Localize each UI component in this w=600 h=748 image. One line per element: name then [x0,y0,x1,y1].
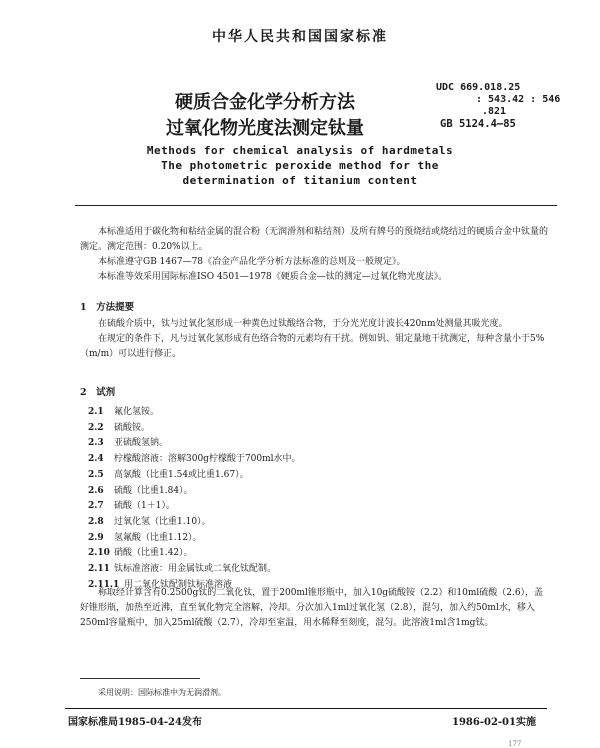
reagent-text: 硫酸（1＋1）。 [114,501,175,512]
issued-date: 国家标准局1985-04-24发布 [68,717,202,728]
footer-divider [65,708,547,709]
document-title-cn-line2: 过氧化物光度法测定钛量 [166,118,364,139]
section-2-heading: 2 试剂 [80,387,116,398]
reagent-item [88,420,150,433]
reagent-item [88,498,175,511]
reagent-item [88,561,276,574]
reagent-text: 高氯酸（比重1.54或比重1.67）。 [114,469,249,480]
intro-paragraph-iso: 本标准等效采用国际标准ISO 4501—1978《硬质合金—钛的测定—过氧化物光度法》。 [98,272,448,282]
reagent-item [88,514,211,527]
reagent-number: 2.3 [88,438,104,449]
page-number: 177 [508,740,522,748]
reagent-number: 2.9 [88,532,104,543]
intro-paragraph-compliance: 本标准遵守GB 1467—78《冶金产品化学分析方法标准的总则及一般规定》。 [98,257,406,267]
intro-paragraph-scope: 本标准适用于碳化物和粘结金属的混合粉（无润滑剂和粘结剂）及所有牌号的预烧结或烧结过的硬质合金中钛量的测定。测定范围：0.20%以上。 [80,227,549,252]
reagent-number: 2.7 [88,501,104,512]
document-title-en-line1: Methods for chemical analysis of hardmetals [146,144,454,157]
document-title-cn-line1: 硬质合金化学分析方法 [175,92,355,113]
reagent-item [88,451,301,464]
reagent-item [88,545,193,558]
udc-line-3: .821 [482,106,507,117]
reagent-text: 硫酸铵。 [114,422,151,433]
section-1-body [80,317,552,362]
reagent-item [88,435,168,448]
reagent-number: 2.10 [88,548,110,559]
udc-classification [436,82,560,130]
reagent-text: 钛标准溶液：用金属钛或二氧化钛配制。 [114,564,277,574]
reagent-number: 2.4 [88,454,104,465]
gb-number: GB 5124.4—85 [440,118,516,130]
section-1-paragraph-interference: 在规定的条件下，凡与过氧化氢形成有色络合物的元素均有干扰。例如钒、钼定量地干扰测定，每种含量小于5%（m/m）可以进行修正。 [80,334,545,359]
reagent-text: 氢氟酸（比重1.12）。 [114,532,202,543]
reagent-number: 2.6 [88,485,104,496]
udc-line-2: : 543.42 : 546 [476,94,561,105]
reagent-text: 用二氧化钛配制钛标准溶液 [124,579,233,590]
section-2-11-1-body [80,586,552,631]
reagent-number: 2.2 [88,422,104,433]
reagent-number: 2.11 [88,564,110,574]
section-1-heading: 1 方法提要 [80,302,135,313]
reagent-number: 2.1 [88,407,104,417]
reagent-text: 过氧化氢（比重1.10）。 [114,516,211,527]
reagent-item [88,404,159,417]
reagent-number: 2.11.1 [88,579,120,590]
udc-line-1: UDC 669.018.25 [436,82,521,93]
document-title-en-line3: determination of titanium content [182,174,418,187]
reagent-number: 2.8 [88,516,104,527]
reagent-text: 硝酸（比重1.42）。 [114,548,193,559]
preparation-paragraph: 称取经计算含有0.2500g钛的二氧化钛，置于200ml锥形瓶中，加入10g硫酸铵（2.2）和10ml硫酸（2.6），盖好锥形瓶，加热至近沸，直至氧化物完全溶解，冷却。分次加入1ml过氧化氢（2.8），混匀，加入约50ml水，移入250ml容量瓶中，加入25ml硫酸（2.7），冷却至室温，用水稀释至刻度，混匀。此溶液1ml含1mg钛。 [80,588,544,628]
reagent-text: 氟化氢铵。 [114,407,160,417]
header-divider [75,205,557,206]
standard-org-title: 中华人民共和国国家标准 [212,29,388,45]
section-1-paragraph-principle: 在硫酸介质中，钛与过氧化氢形成一种黄色过钛酸络合物，于分光光度计波长420nm处测量其吸光度。 [98,319,508,329]
reagent-number: 2.5 [88,469,104,480]
implementation-date: 1986-02-01实施 [452,717,536,728]
reagent-text: 硫酸（比重1.84）。 [114,485,193,496]
footnote: 采用说明：国际标准中为无润滑剂。 [98,688,226,697]
reagent-text: 亚硫酸氢钠。 [114,438,169,449]
intro-block [80,225,552,285]
document-title-en-line2: The photometric peroxide method for the [161,159,439,172]
reagent-text: 柠檬酸溶液：溶解300g柠檬酸于700ml水中。 [114,454,301,465]
reagent-item [88,467,249,480]
reagent-item [88,483,193,496]
reagent-item [88,530,202,543]
footnote-divider [80,678,200,679]
